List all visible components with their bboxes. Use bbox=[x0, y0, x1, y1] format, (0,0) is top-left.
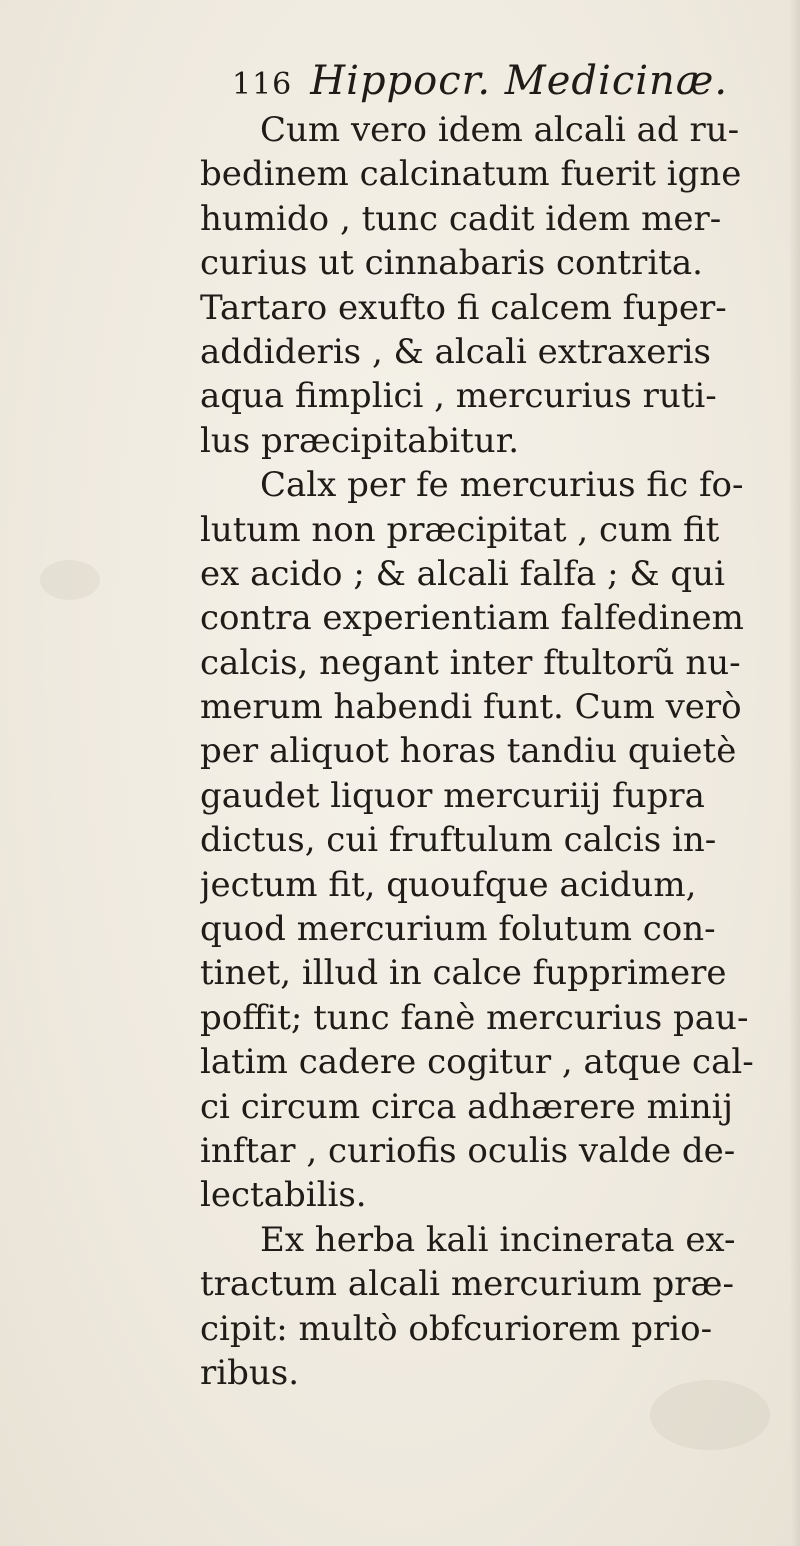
text-line: lutum non præcipitat , cum fit bbox=[200, 509, 720, 550]
text-line: inftar , curiofis oculis valde de- bbox=[200, 1130, 736, 1171]
text-line: bedinem calcinatum fuerit igne bbox=[200, 154, 742, 195]
text-line: poffit; tunc fanè mercurius pau- bbox=[200, 997, 749, 1038]
text-line: humido , tunc cadit idem mer- bbox=[200, 198, 722, 239]
text-line: curius ut cinnabaris contrita. bbox=[200, 243, 703, 284]
text-line: Calx per fe mercurius fic fo- bbox=[260, 465, 744, 506]
text-line: merum habendi funt. Cum verò bbox=[200, 687, 742, 728]
text-line: calcis, negant inter ftultorũ nu- bbox=[200, 642, 741, 683]
text-line: tractum alcali mercurium præ- bbox=[200, 1264, 734, 1305]
page-number: 116 bbox=[232, 67, 293, 102]
text-line: contra experientiam falfedinem bbox=[200, 598, 744, 639]
text-line: ribus. bbox=[200, 1352, 300, 1393]
text-line: Ex herba kali incinerata ex- bbox=[260, 1219, 736, 1260]
text-line: Cum vero idem alcali ad ru- bbox=[260, 110, 740, 150]
text-line: ex acido ; & alcali falfa ; & qui bbox=[200, 553, 725, 594]
text-line: ci circum circa adhærere minij bbox=[200, 1086, 734, 1127]
page-header bbox=[232, 58, 728, 104]
text-line: gaudet liquor mercuriij fupra bbox=[200, 775, 705, 816]
text-line: aqua fimplici , mercurius ruti- bbox=[200, 376, 717, 417]
text-line: tinet, illud in calce fupprimere bbox=[200, 953, 727, 994]
body-text bbox=[200, 108, 790, 1395]
text-line: lus præcipitabitur. bbox=[200, 420, 520, 461]
text-line: dictus, cui fruftulum calcis in- bbox=[200, 820, 717, 861]
text-line: Tartaro exufto fi calcem fuper- bbox=[200, 287, 727, 328]
text-line: jectum fit, quoufque acidum, bbox=[200, 864, 697, 905]
text-line: cipit: multò obfcuriorem prio- bbox=[200, 1308, 713, 1349]
text-line: lectabilis. bbox=[200, 1175, 367, 1216]
paper-stain bbox=[40, 560, 100, 600]
text-line: per aliquot horas tandiu quietè bbox=[200, 731, 737, 772]
page-edge bbox=[790, 0, 800, 1546]
text-line: addideris , & alcali extraxeris bbox=[200, 331, 711, 372]
text-line: quod mercurium folutum con- bbox=[200, 909, 716, 950]
running-title: Hippocr. Medicinæ. bbox=[310, 58, 729, 104]
text-line: latim cadere cogitur , atque cal- bbox=[200, 1042, 754, 1083]
